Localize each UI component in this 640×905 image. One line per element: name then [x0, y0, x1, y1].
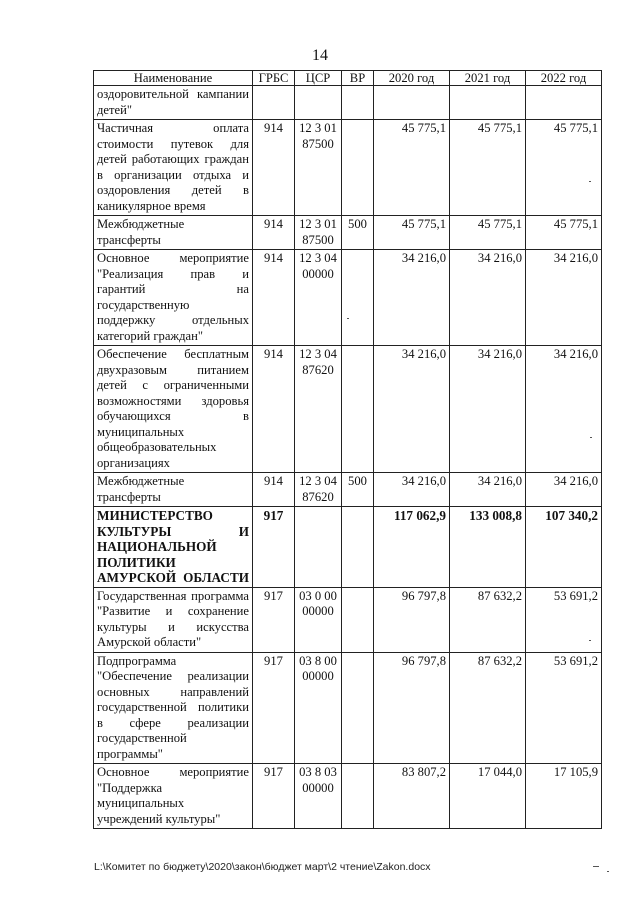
header-2021: 2021 год: [450, 71, 526, 86]
row-2020: 34 216,0: [374, 346, 450, 473]
row-vr: [342, 652, 374, 764]
row-2020: 96 797,8: [374, 652, 450, 764]
row-csr: 03 8 00 00000: [295, 652, 342, 764]
row-grbs: 914: [253, 120, 295, 216]
row-2021: 87 632,2: [450, 652, 526, 764]
row-2022: 107 340,2: [526, 507, 602, 588]
table-row: [94, 764, 602, 829]
header-name: Наименование: [94, 71, 253, 86]
scan-speck: [589, 640, 591, 641]
row-name: оздоровительной кампании детей": [94, 86, 253, 120]
row-2022: 53 691,2: [526, 652, 602, 764]
row-2022: 34 216,0: [526, 250, 602, 346]
table-row: [94, 473, 602, 507]
header-grbs: ГРБС: [253, 71, 295, 86]
row-name: Частичная оплата стоимости путевок для детей работающих граждан в организации отдыха и оздоровления детей в каникулярное время: [94, 120, 253, 216]
row-name: Обеспечение бесплатным двухразовым питанием детей с ограниченными возможностями здоровья обучающихся в муниципальных общеобразовательных организациях: [94, 346, 253, 473]
header-2020: 2020 год: [374, 71, 450, 86]
header-2022: 2022 год: [526, 71, 602, 86]
row-2020: [374, 86, 450, 120]
row-name: Основное мероприятие "Поддержка муниципальных учреждений культуры": [94, 764, 253, 829]
table-row: [94, 346, 602, 473]
row-name: МИНИСТЕРСТВО КУЛЬТУРЫ И НАЦИОНАЛЬНОЙ ПОЛИТИКИ АМУРСКОЙ ОБЛАСТИ: [94, 507, 253, 588]
row-grbs: 914: [253, 250, 295, 346]
table-row: [94, 216, 602, 250]
row-2022: 53 691,2: [526, 587, 602, 652]
row-name: Межбюджетные трансферты: [94, 473, 253, 507]
table-row: [94, 250, 602, 346]
row-2020: 45 775,1: [374, 216, 450, 250]
scan-speck: [347, 318, 349, 319]
scan-speck: [607, 871, 609, 872]
row-csr: 03 0 00 00000: [295, 587, 342, 652]
table-header-row: [94, 71, 602, 86]
row-2020: 34 216,0: [374, 473, 450, 507]
row-2020: 96 797,8: [374, 587, 450, 652]
row-2022: 34 216,0: [526, 473, 602, 507]
header-vr: ВР: [342, 71, 374, 86]
row-csr: [295, 507, 342, 588]
row-vr: [342, 587, 374, 652]
table-row: [94, 86, 602, 120]
row-2021: 34 216,0: [450, 473, 526, 507]
row-vr: [342, 346, 374, 473]
row-2022: 17 105,9: [526, 764, 602, 829]
row-grbs: 917: [253, 764, 295, 829]
row-vr: [342, 764, 374, 829]
row-csr: 12 3 04 87620: [295, 473, 342, 507]
scan-speck: [589, 181, 591, 182]
row-2021: 133 008,8: [450, 507, 526, 588]
scan-speck: [593, 866, 599, 867]
row-2022: 45 775,1: [526, 216, 602, 250]
row-2022: 34 216,0: [526, 346, 602, 473]
row-2021: 45 775,1: [450, 120, 526, 216]
row-2020: 117 062,9: [374, 507, 450, 588]
row-csr: 03 8 03 00000: [295, 764, 342, 829]
row-vr: [342, 250, 374, 346]
row-2021: [450, 86, 526, 120]
row-grbs: [253, 86, 295, 120]
row-grbs: 914: [253, 216, 295, 250]
row-grbs: 917: [253, 652, 295, 764]
row-csr: 12 3 01 87500: [295, 120, 342, 216]
row-2021: 34 216,0: [450, 346, 526, 473]
table-row: [94, 120, 602, 216]
row-2022: [526, 86, 602, 120]
row-grbs: 917: [253, 507, 295, 588]
row-name: Государственная программа "Развитие и сохранение культуры и искусства Амурской области": [94, 587, 253, 652]
header-csr: ЦСР: [295, 71, 342, 86]
page-number: 14: [312, 47, 328, 64]
table-row: [94, 652, 602, 764]
row-vr: [342, 507, 374, 588]
row-csr: 12 3 04 87620: [295, 346, 342, 473]
budget-table: [93, 70, 602, 829]
row-vr: 500: [342, 216, 374, 250]
row-grbs: 914: [253, 473, 295, 507]
row-vr: [342, 120, 374, 216]
row-2021: 34 216,0: [450, 250, 526, 346]
row-2021: 17 044,0: [450, 764, 526, 829]
row-csr: [295, 86, 342, 120]
row-name: Подпрограмма "Обеспечение реализации основных направлений государственной политики в сфере реализации государственной программы": [94, 652, 253, 764]
table-row: [94, 587, 602, 652]
row-vr: 500: [342, 473, 374, 507]
scan-speck: [590, 437, 592, 438]
row-grbs: 917: [253, 587, 295, 652]
row-vr: [342, 86, 374, 120]
row-2022: 45 775,1: [526, 120, 602, 216]
row-2020: 34 216,0: [374, 250, 450, 346]
ministry-row: [94, 507, 602, 588]
row-grbs: 914: [253, 346, 295, 473]
row-2021: 45 775,1: [450, 216, 526, 250]
row-2020: 83 807,2: [374, 764, 450, 829]
row-2021: 87 632,2: [450, 587, 526, 652]
row-csr: 12 3 01 87500: [295, 216, 342, 250]
row-name: Межбюджетные трансферты: [94, 216, 253, 250]
row-name: Основное мероприятие "Реализация прав и гарантий на государственную поддержку отдельных категорий граждан": [94, 250, 253, 346]
row-2020: 45 775,1: [374, 120, 450, 216]
footer-file-path: L:\Комитет по бюджету\2020\закон\бюджет март\2 чтение\Zakon.docx: [94, 861, 431, 873]
row-csr: 12 3 04 00000: [295, 250, 342, 346]
